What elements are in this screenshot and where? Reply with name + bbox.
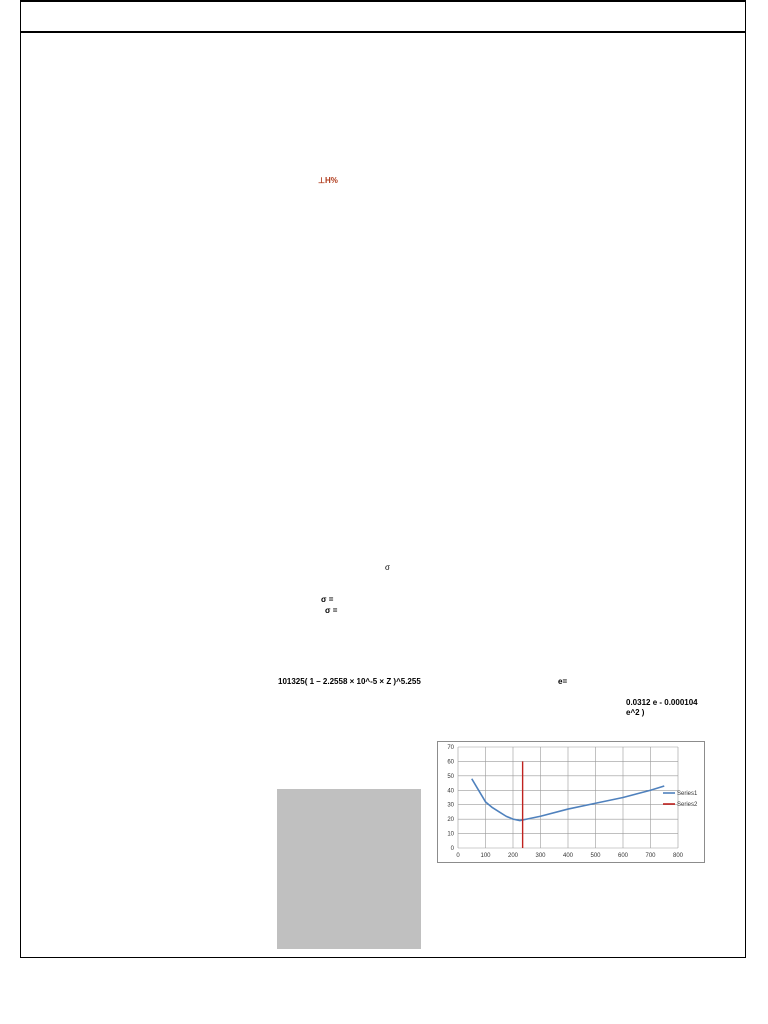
gray-placeholder-box — [277, 789, 421, 949]
x-tick-label: 0 — [456, 853, 460, 859]
e-equation: e= — [558, 677, 568, 686]
pressure-formula: 101325( 1 – 2.2558 × 10^-5 × Z )^5.255 — [278, 677, 421, 686]
y-tick-label: 0 — [450, 846, 454, 852]
legend-label: Series1 — [677, 791, 698, 797]
x-tick-label: 100 — [480, 853, 491, 859]
y-tick-label: 70 — [447, 745, 454, 751]
y-tick-label: 60 — [447, 759, 454, 766]
x-tick-label: 200 — [507, 853, 519, 859]
poly-formula-line1: 0.0312 e - 0.000104 — [626, 698, 698, 707]
chart-svg — [438, 742, 706, 864]
x-tick-label: 600 — [617, 853, 629, 859]
x-tick-label: 800 — [672, 853, 684, 859]
sigma-symbol: σ — [385, 563, 390, 572]
x-tick-label: 300 — [535, 853, 546, 859]
x-tick-label: 500 — [590, 853, 601, 859]
header-band — [21, 2, 745, 33]
sigma-equation-1: σ = — [321, 595, 334, 604]
line-chart — [437, 741, 705, 863]
y-tick-label: 30 — [447, 802, 454, 809]
poly-formula-line2: e^2 ) — [626, 708, 645, 717]
sigma-equation-2: σ = — [325, 606, 338, 615]
x-tick-label: 400 — [562, 853, 574, 859]
x-tick-label: 700 — [645, 853, 656, 859]
y-tick-label: 10 — [447, 831, 454, 838]
y-tick-label: 50 — [447, 773, 454, 780]
dh-percent-label: ⊥H% — [318, 176, 338, 185]
y-tick-label: 40 — [447, 788, 454, 795]
y-tick-label: 20 — [447, 817, 454, 824]
legend-label: Series2 — [677, 802, 698, 808]
